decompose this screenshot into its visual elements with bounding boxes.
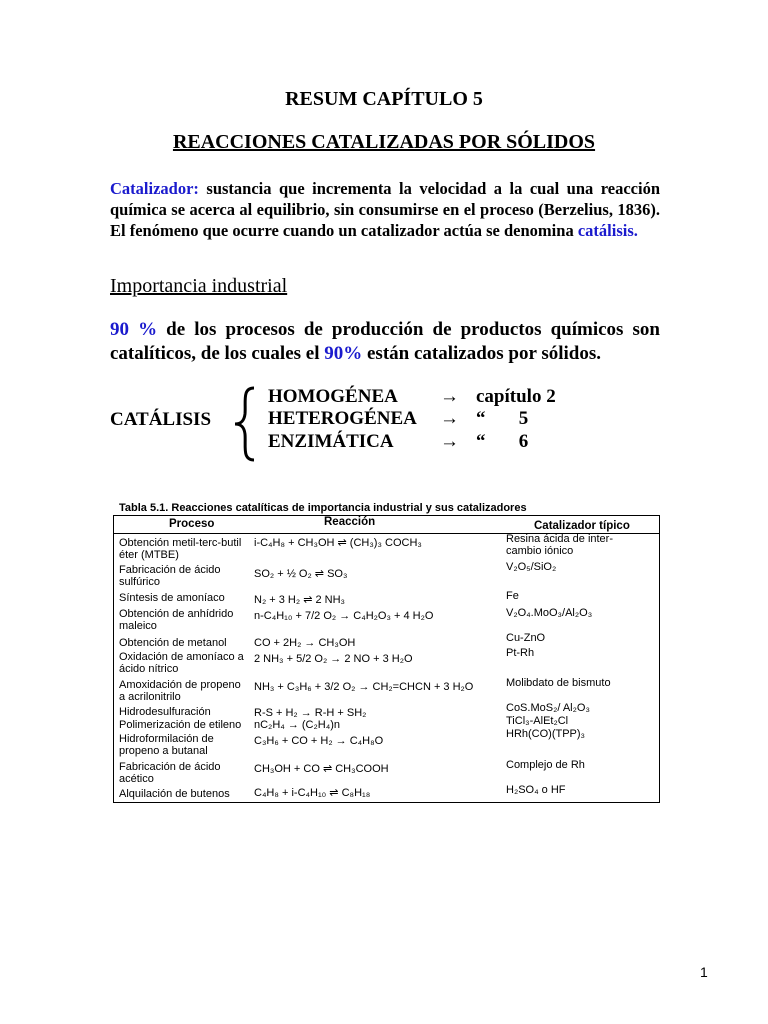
table-cell-proceso: acético <box>119 773 154 785</box>
table-cell-reaccion: R-S + H₂ → R-H + SH₂ <box>254 707 367 719</box>
table-cell-reaccion: C₄H₈ + i-C₄H₁₀ ⇌ C₈H₁₈ <box>254 787 371 799</box>
table-cell-proceso: sulfúrico <box>119 576 160 588</box>
table-cell-catalizador: V₂O₄.MoO₃/Al₂O₃ <box>506 607 593 619</box>
catalysts-table <box>113 502 660 802</box>
header-reaccion: Reacción <box>324 516 376 528</box>
table-cell-proceso: Fabricación de ácido <box>119 761 221 773</box>
section-heading: Importancia industrial <box>110 275 288 297</box>
table-cell-reaccion: CO + 2H₂ → CH₃OH <box>254 637 356 649</box>
catalysis-chapter: “ 5 <box>476 408 529 429</box>
stat-text-1: de los procesos de producción de productos químicos son catalíticos, de los cuales el <box>110 319 660 364</box>
table-cell-proceso: Oxidación de amoníaco a <box>119 651 244 663</box>
table-cell-catalizador: CoS.MoS₂/ Al₂O₃ <box>506 702 590 714</box>
table-cell-catalizador: Fe <box>506 590 519 602</box>
catalysis-chapter: capítulo 2 <box>476 386 556 407</box>
table-cell-reaccion: C₃H₆ + CO + H₂ → C₄H₈O <box>254 735 384 747</box>
table-cell-catalizador: HRh(CO)(TPP)₃ <box>506 728 586 740</box>
header-proceso: Proceso <box>169 518 215 530</box>
definition-text: sustancia que incrementa la velocidad a la cual una reacción química se acerca al equilibrio, sin consumirse en el proceso (Berzelius, 1836). El fenómeno que ocurre cuando un catalizador actúa se denomina <box>110 179 660 240</box>
catalysis-label: CATÁLISIS <box>110 409 212 430</box>
table-cell-catalizador: V₂O₅/SiO₂ <box>506 561 557 573</box>
table-cell-proceso: Obtención de anhídrido <box>119 608 234 620</box>
page-title: RESUM CAPÍTULO 5 <box>285 88 483 110</box>
table-cell-proceso: Obtención de metanol <box>119 637 227 649</box>
table-cell-proceso: Hidrodesulfuración <box>119 706 211 718</box>
table-cell-proceso: Obtención metil-terc-butil <box>119 537 242 549</box>
table-cell-proceso: Amoxidación de propeno <box>119 679 241 691</box>
table-cell-proceso: Polimerización de etileno <box>119 719 242 731</box>
catalysis-chapter: “ 6 <box>476 431 529 452</box>
table-cell-proceso: Síntesis de amoníaco <box>119 592 225 604</box>
stat-percent-2: 90% <box>324 343 363 364</box>
table-cell-reaccion: n-C₄H₁₀ + 7/2 O₂ → C₄H₂O₃ + 4 H₂O <box>254 610 434 622</box>
page-number: 1 <box>700 964 708 980</box>
table-cell-proceso: Fabricación de ácido <box>119 564 221 576</box>
catalysis-type-name: HOMOGÉNEA <box>268 386 398 407</box>
table-title: Tabla 5.1. Reacciones catalíticas de importancia industrial y sus catalizadores <box>119 502 527 514</box>
stat-percent-1: 90 % <box>110 319 158 340</box>
catalysis-type-name: ENZIMÁTICA <box>268 431 394 452</box>
table-cell-proceso: a acrilonitrilo <box>119 691 181 703</box>
arrow-right-icon: → <box>440 408 459 429</box>
page-subtitle: REACCIONES CATALIZADAS POR SÓLIDOS <box>172 131 596 153</box>
stat-text-2: están catalizados por sólidos. <box>362 343 602 364</box>
statistic-paragraph <box>110 318 660 366</box>
catalysis-type-name: HETEROGÉNEA <box>268 408 417 429</box>
table-cell-proceso: maleico <box>119 620 157 632</box>
table-cell-reaccion: SO₂ + ½ O₂ ⇌ SO₃ <box>254 568 348 580</box>
table-cell-catalizador: Cu-ZnO <box>506 632 546 644</box>
header-catalizador: Catalizador típico <box>534 520 630 532</box>
table-cell-proceso: Hidroformilación de <box>119 733 214 745</box>
table-cell-reaccion: 2 NH₃ + 5/2 O₂ → 2 NO + 3 H₂O <box>254 653 413 665</box>
table-cell-reaccion: N₂ + 3 H₂ ⇌ 2 NH₃ <box>254 594 346 606</box>
table-cell-proceso: propeno a butanal <box>119 745 208 757</box>
table-cell-reaccion: CH₃OH + CO ⇌ CH₃COOH <box>254 763 389 775</box>
definition-highlight: catálisis. <box>577 221 638 240</box>
table-cell-proceso: éter (MTBE) <box>119 549 179 561</box>
table-cell-catalizador: Molibdato de bismuto <box>506 677 611 689</box>
arrow-right-icon: → <box>440 431 459 452</box>
table-cell-reaccion: nC₂H₄ → (C₂H₄)n <box>254 719 340 731</box>
definition-term: Catalizador: <box>110 179 199 198</box>
table-cell-catalizador: Complejo de Rh <box>506 759 585 771</box>
arrow-right-icon: → <box>440 386 459 407</box>
table-cell-catalizador: Pt-Rh <box>506 647 535 659</box>
curly-brace-icon <box>232 386 258 462</box>
table-cell-catalizador: H₂SO₄ o HF <box>506 784 566 796</box>
table-cell-catalizador: Resina ácida de inter- <box>506 533 614 545</box>
table-cell-catalizador: TiCl₃-AlEt₂Cl <box>506 715 569 727</box>
table-cell-catalizador: cambio iónico <box>506 545 574 557</box>
definition-paragraph <box>110 178 660 241</box>
table-body <box>113 515 660 803</box>
table-cell-proceso: ácido nítrico <box>119 663 179 675</box>
table-cell-reaccion: NH₃ + C₃H₆ + 3/2 O₂ → CH₂=CHCN + 3 H₂O <box>254 681 474 693</box>
table-cell-proceso: Alquilación de butenos <box>119 788 230 800</box>
table-cell-reaccion: i-C₄H₈ + CH₃OH ⇌ (CH₃)₃ COCH₃ <box>254 537 422 549</box>
